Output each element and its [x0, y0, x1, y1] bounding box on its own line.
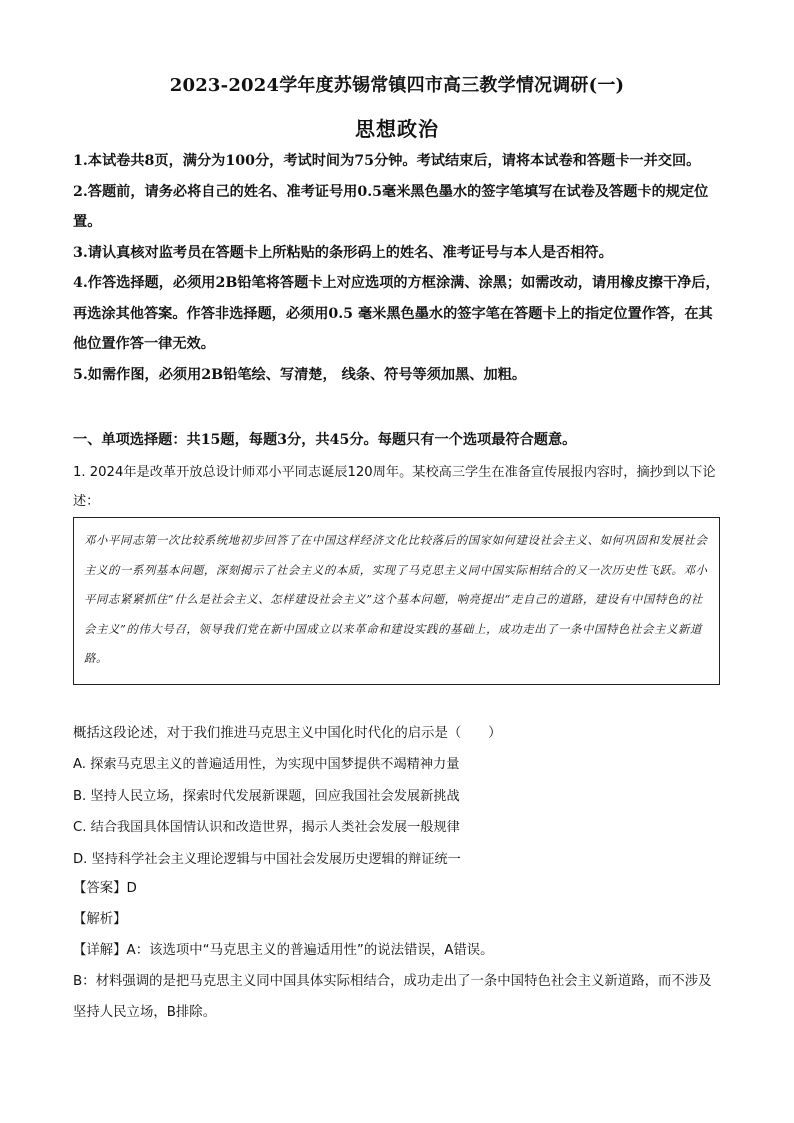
analysis-label: 【解析】 — [73, 912, 127, 927]
answer-line: 【答案】D — [73, 881, 137, 896]
detail-a: 【详解】A：该选项中“马克思主义的普遍适用性”的说法错误，A错误。 — [73, 943, 494, 958]
quote-text: 邓小平同志第一次比较系统地初步回答了在中国这样经济文化比较落后的国家如何建设社会主义、如何巩固和发展社会主义的一系列基本问题，深刻揭示了社会主义的本质，实现了马克思主义同中国实际相结合的又一次历史性飞跃。邓小平同志紧紧抓住“什么是社会主义、怎样建设社会主义”这个基本问题，响亮提出“走自己的道路，建设有中国特色的社会主义”的伟大号召，领导我们党在新中国成立以来革命和建设实践的基础上，成功走出了一条中国特色社会主义新道路。 — [84, 533, 708, 665]
answer-options — [73, 749, 723, 875]
answer-analysis — [73, 873, 723, 1028]
instruction-item: 4.作答选择题，必须用2B铅笔将答题卡上对应选项的方框涂满、涂黑；如需改动，请用橡皮擦干净后，再选涂其他答案。作答非选择题，必须用0.5 毫米黑色墨水的签字笔在答题卡上的指定位置作答，在其他位置作答一律无效。 — [73, 275, 720, 352]
instruction-item: 1.本试卷共8页，满分为100分，考试时间为75分钟。考试结束后，请将本试卷和答题卡一并交回。 — [73, 153, 701, 169]
option-b: B. 坚持人民立场，探索时代发展新课题，回应我国社会发展新挑战 — [73, 788, 460, 804]
question-prompt: 概括这段论述，对于我们推进马克思主义中国化时代化的启示是（ ） — [73, 726, 502, 741]
instruction-item: 3.请认真核对监考员在答题卡上所粘贴的条形码上的姓名、准考证号与本人是否相符。 — [73, 244, 613, 261]
quote-box — [73, 517, 720, 685]
section-heading: 一、单项选择题：共15题，每题3分，共45分。每题只有一个选项最符合题意。 — [73, 432, 577, 448]
option-a: A. 探索马克思主义的普遍适用性，为实现中国梦提供不竭精神力量 — [73, 757, 460, 772]
detail-b: B：材料强调的是把马克思主义同中国具体实际相结合，成功走出了一条中国特色社会主义新道路，而不涉及坚持人民立场，B排除。 — [73, 974, 712, 1020]
option-d: D. 坚持科学社会主义理论逻辑与中国社会发展历史逻辑的辩证统一 — [73, 851, 461, 867]
option-c: C. 结合我国具体国情认识和改造世界，揭示人类社会发展一般规律 — [73, 820, 460, 835]
exam-instructions — [73, 146, 723, 390]
exam-title: 2023-2024学年度苏锡常镇四市高三教学情况调研(一) — [169, 75, 625, 96]
instruction-item: 5.如需作图，必须用2B铅笔绘、写清楚， 线条、符号等须加黑、加粗。 — [73, 366, 527, 383]
instruction-item: 2.答题前，请务必将自己的姓名、准考证号用0.5毫米黑色墨水的签字笔填写在试卷及答题卡的规定位置。 — [73, 183, 709, 230]
question-stem: 1. 2024年是改革开放总设计师邓小平同志诞辰120周年。某校高三学生在准备宣传展报内容时，摘抄到以下论述： — [73, 465, 716, 509]
subject-title: 思想政治 — [355, 117, 439, 141]
